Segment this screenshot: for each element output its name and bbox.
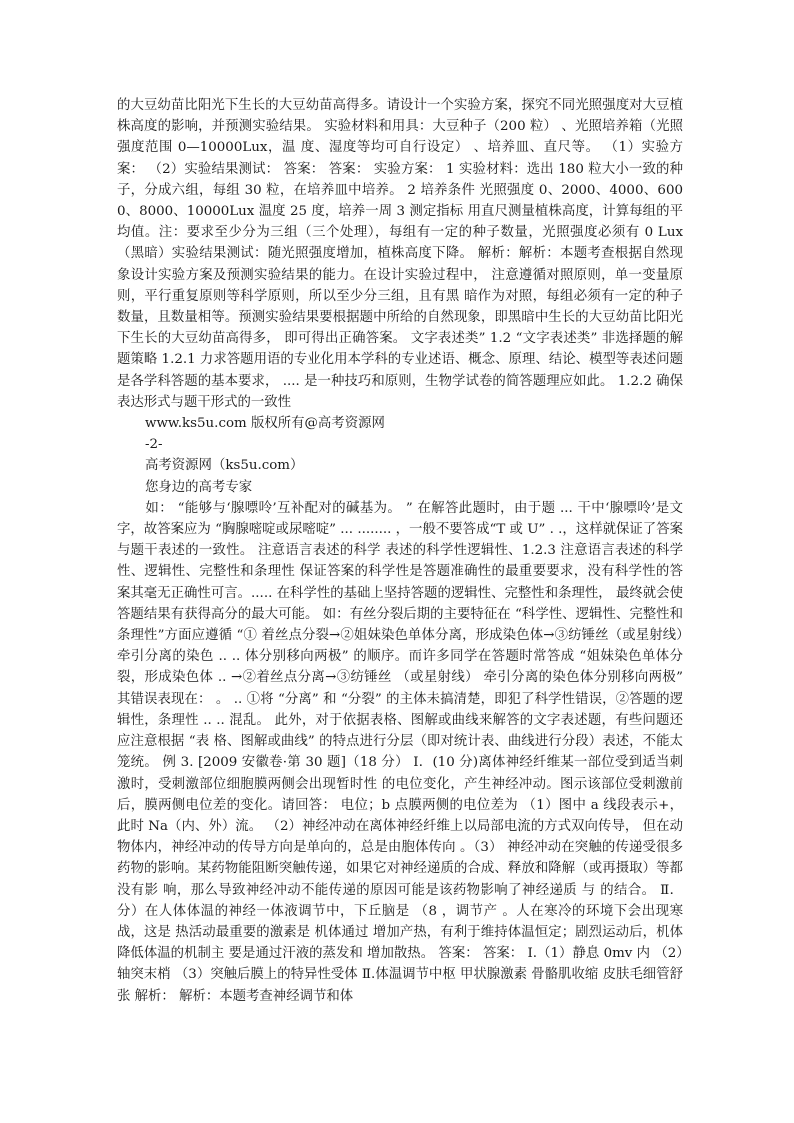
site-name: 高考资源网（ks5u.com）: [145, 458, 304, 474]
page-number: -2-: [145, 437, 163, 453]
paragraph-answer-strategy-text: 如： “能够与‘腺嘌呤’互补配对的碱基为。 ” 在解答此题时，由于题 ... 干中‘腺嘌呤’是文字，故答案应为 “胸腺嘧啶或尿嘧啶” ... ........ ，一般不要答成“T 或 U” . .，这样就保证了答案与题干表述的一致性。 注意语言表述的科学 表述的科学性逻辑性、1.2.3 注意语言表述的科学性、逻辑性、完整性和条理性 保证答案的科学性是答题准确性的最重要要求，没有科学性的答案其毫无正确性可言。..... 在科学性的基础上坚持答题的逻辑性、完整性和条理性， 最终就会使答题结果有获得高分的最大可能。 如：有丝分裂后期的主要特征在 “科学性、逻辑性、完整性和条理性”方面应遵循 “① 着丝点分裂→②姐妹染色单体分离，形成染色体→③纺锤丝（或星射线）牵引分离的染色 .. .. 体分别移向两极” 的顺序。而许多同学在答题时常答成 “姐妹染色单体分裂，形成染色体 .. →②着丝点分离→③纺锤丝 （或星射线） 牵引分离的染色体分别移向两极” 其错误表现在： 。 .. ①将 “分离” 和 “分裂” 的主体未搞清楚，即犯了科学性错误，②答题的逻辑性，条理性 .. .. 混乱。 此外，对于依据表格、图解或曲线来解答的文字表述题，有些问题还应注意根据 “表 格、图解或曲线” 的特点进行分层（即对统计表、曲线进行分段）表述，不能太笼统。 例 3. [2009 安徽卷·第 30 题]（18 分） Ⅰ．(10 分)离体神经纤维某一部位受到适当刺激时，受刺激部位细胞膜两侧会出现暂时性 的电位变化，产生神经冲动。图示该部位受刺激前后，膜两侧电位差的变化。请回答： 电位；b 点膜两侧的电位差为 （1）图中 a 线段表示+，此时 Na（内、外）流。 （2）神经冲动在离体神经纤维上以局部电流的方式双向传导， 但在动 物体内，神经冲动的传导方向是单向的，总是由胞体传向 。（3） 神经冲动在突触的传递受很多药物的影响。某药物能阻断突触传递，如果它对神经递质的合成、释放和降解（或再摄取）等都没有影 响，那么导致神经冲动不能传递的原因可能是该药物影响了神经递质 与 的结合。 Ⅱ． 分）在人体体温的神经一体液调节中，下丘脑是 （8 ，调节产 。人在寒冷的环境下会出现寒 战，这是 热活动最重要的激素是 机体通过 增加产热，有利于维持体温恒定；剧烈运动后，机体降低体温的机制主 要是通过汗液的蒸发和 增加散热。 答案： 答案： Ⅰ.（1）静息 0mv 内 （2）轴突末梢 （3）突触后膜上的特异性受体 Ⅱ.体温调节中枢 甲状腺激素 骨骼肌收缩 皮肤毛细管舒张 解析： 解析：本题考查神经调节和体: [117, 500, 683, 1004]
paragraph-answer-strategy: [117, 498, 683, 1007]
site-slogan: 您身边的高考专家: [145, 479, 253, 495]
site-copyright-line: www.ks5u.com 版权所有@高考资源网: [145, 416, 385, 432]
paragraph-experiment: 的大豆幼苗比阳光下生长的大豆幼苗高得多。请设计一个实验方案，探究不同光照强度对大豆植株高度的影响，并预测实验结果。 实验材料和用具：大豆种子（200 粒） 、光照培养箱（光照强度范围 0—10000Lux，温 度、湿度等均可自行设定） 、培养皿、直尺等。 （1）实验方案： （2）实验结果测试： 答案： 答案： 实验方案： 1 实验材料：选出 180 粒大小一致的种子，分成六组，每组 30 粒，在培养皿中培养。 2 培养条件 光照强度 0、2000、4000、6000、8000、10000Lux 温度 25 度，培养一周 3 测定指标 用直尺测量植株高度，计算每组的平均值。注：要求至少分为三组（三个处理），每组有一定的种子数量，光照强度必须有 0 Lux（黑暗）实验结果测试：随光照强度增加，植株高度下降。 解析：解析：本题考查根据自然现象设计实验方案及预测实验结果的能力。在设计实验过程中， 注意遵循对照原则，单一变量原则，平行重复原则等科学原则，所以至少分三组，且有黑 暗作为对照，每组必须有一定的种子数量，且数量相等。预测实验结果要根据题中所给的自然现象，即黑暗中生长的大豆幼苗比阳光下生长的大豆幼苗高得多， 即可得出正确答案。 文字表述类” 1.2 “文字表述类” 非选择题的解题策略 1.2.1 力求答题用语的专业化用本学科的专业述语、概念、原理、结论、模型等表述问题是各学科答题的基本要求， .... 是一种技巧和原则，生物学试卷的简答题理应如此。 1.2.2 确保表达形式与题干形式的一致性: [117, 98, 683, 410]
document-page: [117, 95, 683, 1007]
